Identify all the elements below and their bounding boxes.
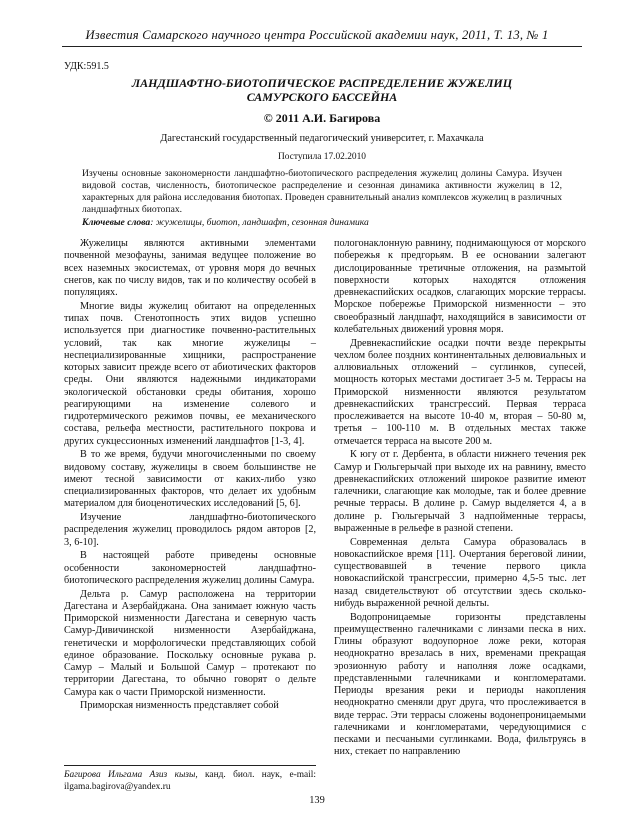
affiliation: Дагестанский государственный педагогический университет, г. Махачкала (160, 133, 484, 144)
paragraph: Современная дельта Самура образовалась в новокаспийское время [11]. Очертания береговой линии, существовавшей в течение первого цикла новокаспийской трансгрессии, примерно 4,5-5 тыс. лет назад свидетельствуют об отсутствии здесь сколько-нибудь выраженной речной дельты. (334, 536, 586, 609)
paragraph: К югу от г. Дербента, в области нижнего течения рек Самур и Гюльгерычай при выходе их на равнину, вместо древнекаспийских отложений широкое развитие имеют галечники, слагающие как молодые, так и более древние речные террасы. В долине р. Самур выделяется 4, а в долине р. Гюльгерычай 3 надпойменные террасы, выраженные в рельефе в разной степени. (334, 449, 586, 534)
footnote-author-name: Багирова Ильгама Азиз кызы (64, 770, 196, 780)
abstract: Изучены основные закономерности ландшафтно-биотопического распределения жужелиц долины Самура. Изучен видовой состав, численность, биотопическое распределение и сезонная динамика активности жужелиц в 12, характерных для района исследования биотопах. Проведен сравнительный анализ комплексов жужелиц в различных ландшафтных биотопах. (82, 168, 562, 216)
paragraph: Изучение ландшафтно-биотопического распределения жужелиц проводилось рядом авторов [2, 3, 6-10]. (64, 512, 316, 548)
paragraph: Водопроницаемые горизонты представлены преимущественно галечниками с линзами песка в них. Глины образуют водоупорное ложе реки, которая неоднократно врезалась в них, временами прекращая эрозионную работу и наполняя ложе осадками, представленными галечниками и конгломератами. Периоды врезания реки и периоды накопления неоднократно сменяли друг друга, что прослеживается в виде террас. Эти террасы сложены водонепроницаемыми галечниками и конгломератами, чередующимися с песками и песчаными суглинками. Вода, фильтруясь в них, стекает по направлению (334, 611, 586, 758)
author-footnote (64, 770, 316, 793)
journal-header: Известия Самарского научного центра Российской академии наук, 2011, Т. 13, № 1 (85, 28, 549, 42)
header-rule (62, 46, 582, 47)
title-line: САМУРСКОГО БАССЕЙНА (246, 90, 398, 104)
paragraph: Дельта р. Самур расположена на территории Дагестана и Азербайджана. Она занимает южную часть Приморской низменности Дагестана и северную часть Самур-Дивичинской низменности Азербайджана, генетически и морфологически представляющих собой единое образование. Поскольку основные рукава р. Самур – Малый и Большой Самур – протекают по территории Дагестана, то обычно говорят о дельте Самура как о части Приморской низменности. (64, 588, 316, 698)
footnote-text: , канд. биол. наук, e-mail: ilgama.bagirova@yandex.ru (64, 770, 316, 792)
udk-code: УДК:591.5 (64, 61, 109, 72)
keywords-text: : жужелицы, биотоп, ландшафт, сезонная динамика (150, 217, 369, 228)
article-title (64, 76, 580, 104)
paragraph: В настоящей работе приведены основные особенности закономерностей ландшафтно-биотопического распределения жужелиц долины Самура. (64, 550, 316, 586)
received-date: Поступила 17.02.2010 (278, 152, 366, 162)
page-number: 139 (309, 795, 325, 806)
paragraph: Приморская низменность представляет собой (80, 700, 279, 712)
right-column (334, 238, 586, 760)
paragraph: пологонаклонную равнину, поднимающуюся от морского побережья к предгорьям. В ее основании залегают дислоцированные третичные отложения, на размытой поверхности которых находятся отложения древнекаспийских осадков, слагающих морские террасы. Морское побережье Приморской низменности – это своеобразный ландшафт, находящийся в зависимости от колебательных движений уровня моря. (334, 238, 586, 335)
paragraph: В то же время, будучи многочисленными по своему видовому составу, жужелицы в своем большинстве не имеют тесной зависимости от каких-либо узко специализированных факторов, что делает их удобным материалом для биоценотических исследований [5, 6]. (64, 449, 316, 510)
footnote-rule (64, 765, 316, 766)
paragraph: Многие виды жужелиц обитают на определенных типах почв. Стенотопность этих видов успешно используется при диагностике почвенно-растительных условий, так как многие жужелицы – неспециализированные хищники, распространение которых зависит прежде всего от абиотических факторов среды. Они являются надежными индикаторами экологической обстановки среды обитания, хорошо реагирующими на изменение солевого и гидротермического режимов почвы, ее механического состава, рельефа местности, растительного покрова и других сукцессионных изменений ландшафтов [1-3, 4]. (64, 300, 316, 447)
title-line: ЛАНДШАФТНО-БИОТОПИЧЕСКОЕ РАСПРЕДЕЛЕНИЕ ЖУЖЕЛИЦ (131, 76, 513, 90)
keywords (82, 217, 562, 229)
author-line: © 2011 А.И. Багирова (263, 111, 381, 125)
keywords-label: Ключевые слова (82, 217, 151, 228)
paragraph: Жужелицы являются активными элементами почвенной мезофауны, занимая ведущее положение во всех наземных экосистемах, от уровня моря до вечных снегов, как по числу видов, так и по количеству особей в популяциях. (64, 238, 316, 298)
paragraph: Древнекаспийские осадки почти везде перекрыты чехлом более поздних континентальных делювиальных и аллювиальных отложений – суглинков, супесей, мощность которых местами достигает 3-5 м. Террасы на Приморской низменности являются результатом древнекаспийских трансгрессий. Первая терраса прослеживается на высоте 10-40 м, вторая – 50-80 м, третья – 100-110 м. В отдельных местах также отмечается терраса на высоте 200 м. (334, 337, 586, 447)
left-column (64, 238, 316, 714)
